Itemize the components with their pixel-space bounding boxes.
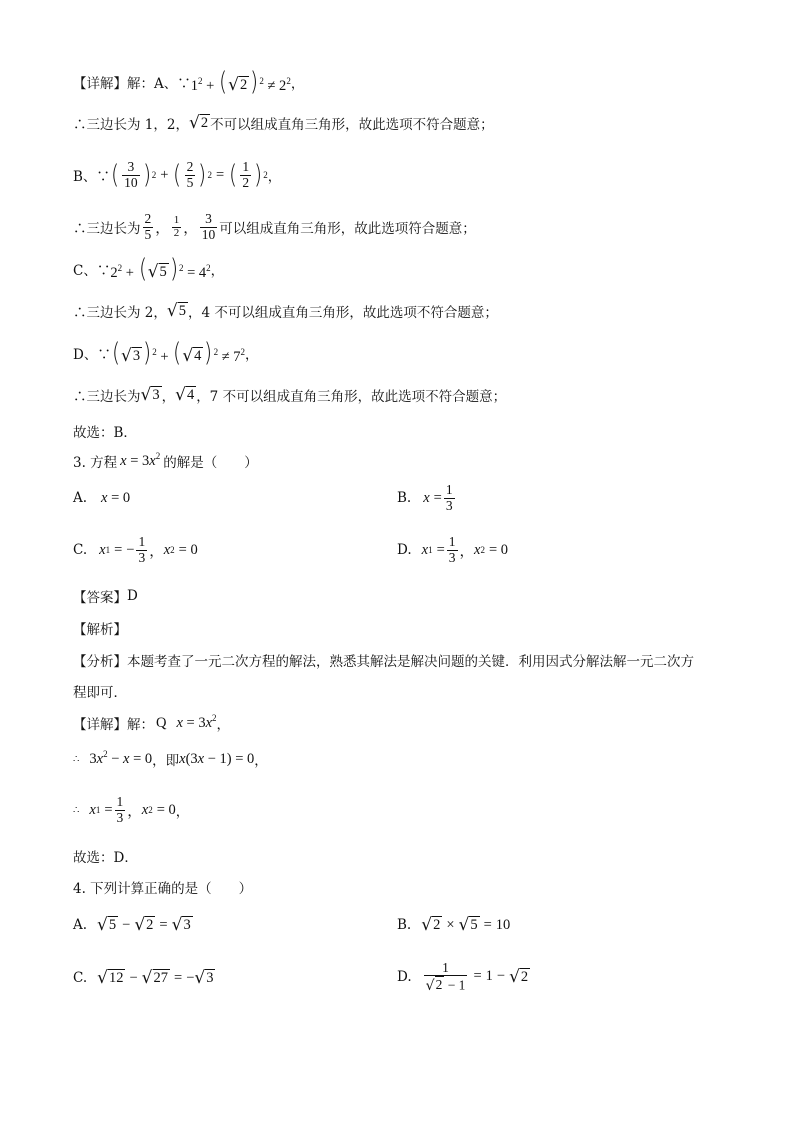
q3-analysis-header — [73, 617, 734, 639]
math-expression: x(3x − 1) = 0 — [179, 750, 255, 767]
therefore-symbol: ∴ — [73, 753, 80, 765]
text: D、∵ — [73, 347, 111, 363]
math-expression: x 1 = − $\frac{1}{3}$ ， x 2 = 0 — [99, 534, 198, 565]
option-label: C. — [73, 970, 88, 986]
option-label: A. — [73, 490, 88, 506]
text: 程即可． — [73, 685, 127, 701]
text: ， — [267, 169, 282, 185]
q3-analysis-line-2 — [73, 680, 734, 702]
text: ，7 不可以组成直角三角形，故此选项不符合题意； — [196, 389, 507, 405]
q3-detail-line-1: 【详解】 解： Q $x = 3x^2$ ， — [73, 712, 231, 733]
analysis-tag: 【解析】 — [73, 622, 127, 638]
q3-option-a — [73, 478, 130, 518]
detail-line-d — [73, 338, 734, 368]
math-expression: √ 2 × √ 5 = 10 — [421, 914, 511, 935]
math-expression: $3x^2 - x = 0$ — [89, 748, 153, 767]
option-label: D. — [397, 542, 412, 558]
q3-option-b — [397, 478, 457, 518]
text: 不可以组成直角三角形，故此选项不符合题意； — [210, 117, 494, 133]
math-expression: $\frac{2}{5}$ ， $\frac{1}{2}$ ， $\frac{3}{10}$ — [144, 211, 216, 242]
answer-tag: 【答案】 — [73, 590, 127, 606]
option-label: A. — [73, 917, 88, 933]
text: ∴三边长为 — [73, 389, 141, 405]
sqrt-expression: √ 4 — [175, 384, 195, 405]
math-expression: x 1 = $\frac{1}{3}$ ， x 2 = 0 — [89, 794, 176, 825]
text: 的解是（ ） — [163, 455, 258, 471]
text: ，即 — [152, 753, 180, 769]
math-expression: $1^2$ + ( √ 2 )$^2 \ne 2^2$ — [190, 67, 291, 97]
q4-option-c — [73, 960, 215, 996]
detail-line-b — [73, 152, 734, 198]
text: ，4 不可以组成直角三角形，故此选项不符合题意； — [187, 305, 498, 321]
math-expression: $x = 3x^2$ — [176, 712, 217, 731]
text: 3. 方程 — [73, 455, 118, 471]
text: ， — [210, 263, 225, 279]
question-3-stem — [73, 450, 734, 472]
math-expression: √ 5 − √ 2 = √ 3 — [97, 914, 191, 935]
sqrt-expression: √ 5 — [166, 300, 186, 321]
math-expression: $2^2$ + ( √ 5 )$^2 = 4^2$ — [110, 254, 211, 284]
math-expression: ( $\frac{3}{10}$ ) 2 + ( $\frac{2}{5}$ ) 2 = ( $\frac{1}{2}$ ) 2 — [110, 159, 268, 190]
text: 故选：D． — [73, 850, 138, 866]
choice-line — [73, 420, 734, 442]
fenxi-tag: 【分析】 — [73, 654, 127, 670]
detail-tag: 【详解】 — [73, 76, 127, 92]
text: B、∵ — [73, 169, 110, 185]
q3-analysis-line-1 — [73, 649, 734, 671]
math-expression: $x = 3x^2$ — [120, 450, 161, 469]
text: 可以组成直角三角形，故此选项符合题意； — [219, 221, 476, 237]
conclusion-line-c — [73, 298, 734, 324]
sqrt-expression: √ 2 — [188, 112, 209, 133]
option-label: B. — [397, 917, 412, 933]
q3-detail-line-2: ∴ $3x^2 - x = 0$ ，即 x(3x − 1) = 0 ， — [73, 748, 268, 769]
text: 故选：B． — [73, 425, 137, 441]
text: ∴三边长为 1，2， — [73, 117, 189, 133]
detail-line-c — [73, 254, 734, 284]
math-expression: 1 √ 2 − 1 = 1 − √ 2 — [425, 960, 529, 994]
q3-option-c — [73, 530, 198, 570]
math-expression: x = $\frac{1}{3}$ — [423, 482, 453, 513]
detail-line-a — [73, 68, 734, 96]
text: ∴三边长为 — [73, 221, 141, 237]
text: ， — [245, 347, 259, 363]
text: ， — [161, 389, 176, 405]
option-label: C. — [73, 542, 88, 558]
conclusion-line-d — [73, 382, 734, 408]
answer-value: D — [127, 588, 138, 604]
math-expression: ( √ 3 )$^2$ + ( √ 4 )$^2 \ne 7^2$ — [111, 338, 246, 368]
q3-answer — [73, 585, 734, 607]
therefore-symbol: ∴ — [73, 804, 80, 816]
q4-option-a — [73, 910, 193, 940]
math-expression: x = 0 — [101, 489, 131, 506]
detail-tag: 【详解】 — [73, 717, 127, 733]
question-4-stem — [73, 876, 734, 898]
q3-option-d — [397, 530, 508, 570]
option-label: B. — [397, 490, 412, 506]
q4-option-d — [397, 952, 530, 1002]
q3-detail-line-3: ∴ x 1 = $\frac{1}{3}$ ， x 2 = 0 ， — [73, 794, 190, 825]
text: 4. 下列计算正确的是（ ） — [73, 881, 253, 897]
text: 本题考查了一元二次方程的解法，熟悉其解法是解决问题的关键．利用因式分解法解一元二次方 — [127, 654, 694, 670]
math-expression: √ 12 − √ 27 = − √ 3 — [97, 967, 214, 988]
text: C、∵ — [73, 263, 111, 279]
conclusion-line-b — [73, 206, 734, 248]
text: 解： — [127, 717, 154, 733]
sqrt-expression: √ 3 — [140, 384, 160, 405]
text: ∴三边长为 2， — [73, 305, 167, 321]
conclusion-line-a — [73, 110, 734, 136]
math-expression: x 1 = $\frac{1}{3}$ ， x 2 = 0 — [421, 534, 509, 565]
glyph: Q — [156, 714, 167, 731]
q3-choice-line — [73, 845, 734, 867]
text: ， — [290, 76, 305, 92]
q4-option-b — [397, 910, 510, 940]
text: 解：A、∵ — [127, 76, 191, 92]
option-label: D. — [397, 969, 412, 985]
